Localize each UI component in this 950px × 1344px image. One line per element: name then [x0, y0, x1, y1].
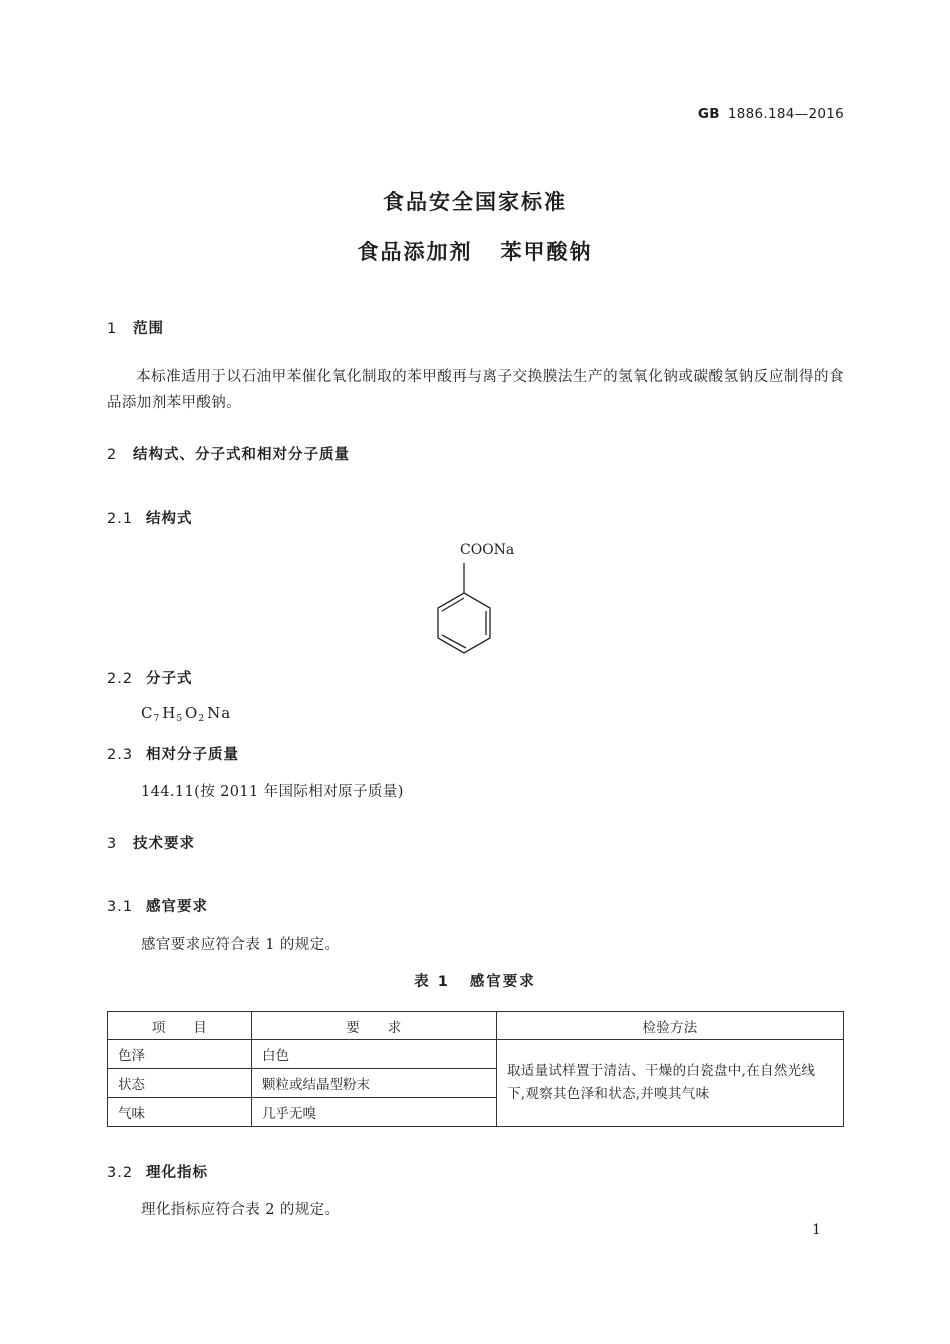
cell-requirement: 颗粒或结晶型粉末	[252, 1069, 497, 1098]
section-1-heading	[107, 317, 164, 338]
formula-subscript: 5	[176, 714, 184, 724]
section-number: 3.2	[107, 1165, 134, 1181]
section-title: 相对分子质量	[146, 747, 239, 763]
molecular-formula	[141, 704, 231, 724]
header-method: 检验方法	[497, 1012, 844, 1040]
benzene-ring	[438, 593, 490, 653]
formula-element: O	[185, 704, 199, 722]
cell-method: 取适量试样置于清洁、干燥的白瓷盘中,在自然光线下,观察其色泽和状态,并嗅其气味	[497, 1040, 844, 1127]
cell-requirement: 白色	[252, 1040, 497, 1069]
document-subtitle	[0, 236, 950, 266]
section-title: 结构式、分子式和相对分子质量	[133, 447, 350, 463]
section-3-2-heading	[107, 1161, 208, 1182]
section-3-2-paragraph: 理化指标应符合表 2 的规定。	[141, 1202, 340, 1218]
formula-subscript: 7	[153, 714, 161, 724]
table-caption-number: 表 1	[414, 974, 450, 990]
table-caption-title: 感官要求	[469, 974, 536, 990]
cell-item: 状态	[108, 1069, 252, 1098]
section-2-1-heading	[107, 507, 193, 528]
section-3-heading	[107, 832, 195, 853]
section-title: 结构式	[146, 511, 193, 527]
table-1-caption	[0, 970, 950, 991]
table-header-row	[108, 1012, 844, 1040]
cell-item: 色泽	[108, 1040, 252, 1069]
structure-label: COONa	[460, 542, 515, 558]
table-row	[108, 1040, 844, 1069]
section-number: 2.3	[107, 747, 134, 763]
section-number: 2.1	[107, 511, 134, 527]
cell-item: 气味	[108, 1098, 252, 1127]
header-item: 项 目	[108, 1012, 252, 1040]
molecular-mass-value: 144.11(按 2011 年国际相对原子质量)	[141, 784, 404, 800]
formula-element: H	[162, 704, 177, 722]
section-3-1-heading	[107, 895, 208, 916]
section-title: 感官要求	[146, 899, 208, 915]
standard-code-prefix: GB	[697, 106, 720, 122]
formula-subscript: 2	[198, 714, 206, 724]
formula-element: C	[141, 704, 154, 722]
formula-element: Na	[207, 704, 232, 722]
page-number: 1	[812, 1222, 821, 1238]
header-requirement: 要 求	[252, 1012, 497, 1040]
section-number: 1	[107, 321, 118, 337]
section-3-1-paragraph: 感官要求应符合表 1 的规定。	[141, 937, 340, 953]
ring-double-bond	[442, 635, 466, 648]
section-number: 2.2	[107, 671, 134, 687]
section-2-3-heading	[107, 743, 239, 764]
standard-code-number: 1886.184—2016	[727, 106, 844, 122]
document-title: 食品安全国家标准	[383, 190, 567, 214]
section-number: 3	[107, 836, 118, 852]
section-title: 理化指标	[146, 1165, 208, 1181]
subtitle-right: 苯甲酸钠	[500, 240, 593, 264]
standard-code	[560, 106, 844, 122]
section-number: 2	[107, 447, 118, 463]
section-2-2-heading	[107, 667, 193, 688]
section-title: 分子式	[146, 671, 193, 687]
cell-requirement: 几乎无嗅	[252, 1098, 497, 1127]
subtitle-left: 食品添加剂	[357, 240, 473, 264]
section-title: 技术要求	[133, 836, 195, 852]
section-1-paragraph: 本标准适用于以石油甲苯催化氧化制取的苯甲酸再与离子交换膜法生产的氢氧化钠或碳酸氢钠反应制得的食品添加剂苯甲酸钠。	[107, 369, 844, 411]
section-2-heading	[107, 443, 350, 464]
sensory-requirements-table	[107, 1011, 844, 1127]
section-number: 3.1	[107, 899, 134, 915]
section-title: 范围	[133, 321, 164, 337]
